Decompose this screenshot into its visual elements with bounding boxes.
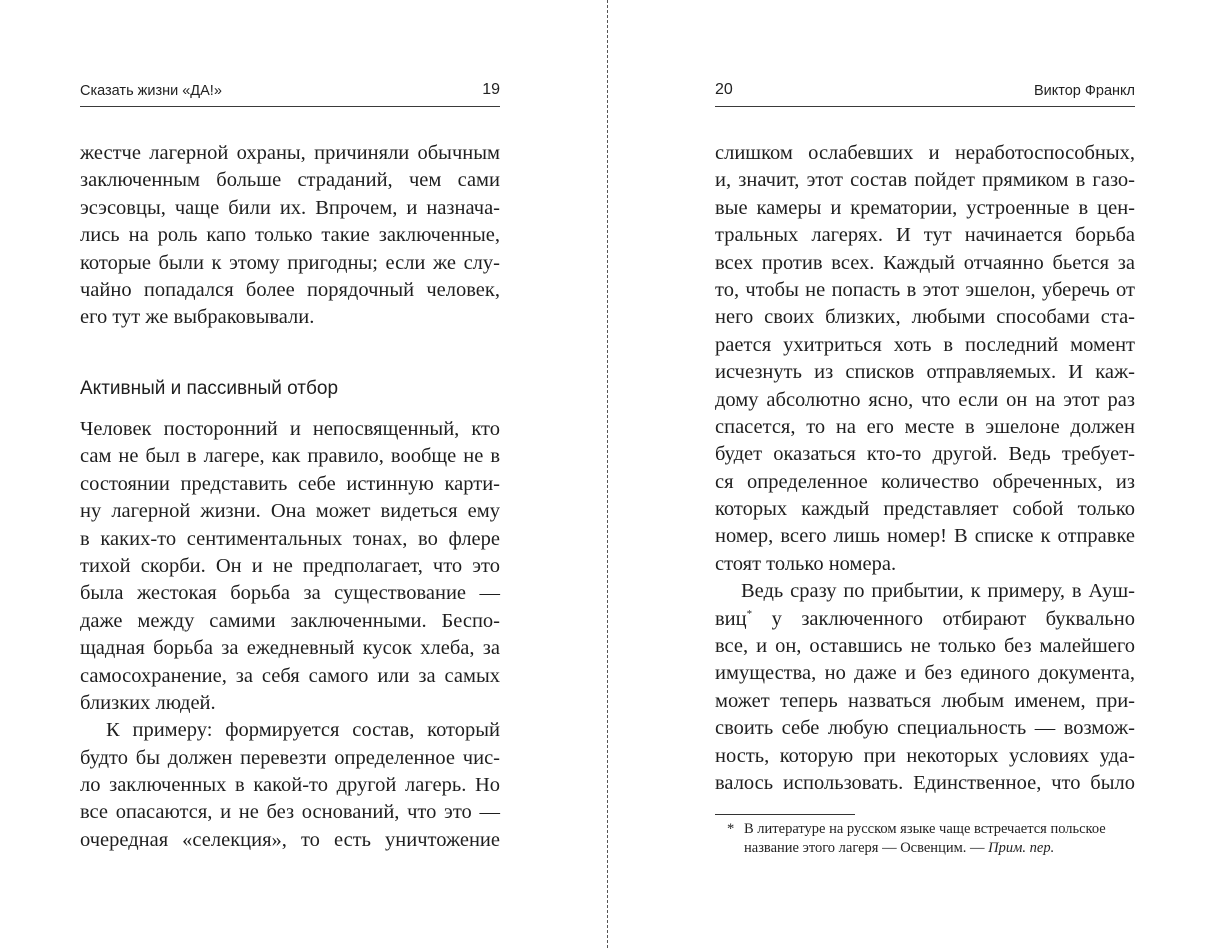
text-line: близких людей. xyxy=(80,691,216,714)
text-line: ну лагерной жизни. Она может видеться ему xyxy=(80,500,500,523)
footnote-reference-mark[interactable]: * xyxy=(746,607,753,620)
text-line: стоят только номера. xyxy=(715,552,897,575)
text-line: тихой скорби. Он и не предполагает, что это xyxy=(80,554,500,577)
footnote-marker: * xyxy=(727,821,735,837)
page-number-right: 20 xyxy=(715,81,733,98)
footnote-line xyxy=(727,820,1135,839)
text-line: тральных лагерях. И тут начинается борьба xyxy=(715,224,1135,247)
text-line: ло заключенных в какой-то другой лагерь. Но xyxy=(80,774,500,797)
left-running-head xyxy=(80,80,500,107)
footnote xyxy=(727,820,1135,857)
text-line: сам не был в лагере, как правило, вообще не в xyxy=(80,445,500,468)
footnote-separator xyxy=(715,814,855,815)
text-line: ся определенное количество обреченных, из xyxy=(715,470,1135,493)
text-line: все, и он, оставшись не только без малейшего xyxy=(715,635,1135,658)
text-line: К примеру: формируется состав, который xyxy=(106,719,500,742)
left-paragraph-1 xyxy=(80,140,500,332)
text-line xyxy=(715,606,1135,633)
footnote-translator-note: Прим. пер. xyxy=(988,839,1055,856)
text-line: будто бы должен перевезти определенное чис- xyxy=(80,746,500,769)
right-paragraph-1 xyxy=(715,140,1135,797)
text-line: которых каждый представляет собой только xyxy=(715,498,1135,521)
footnote-text: В литературе на русском языке чаще встречается польское xyxy=(744,821,1106,837)
text-line: жестче лагерной охраны, причиняли обычным xyxy=(80,142,500,164)
running-head-title: Сказать жизни «ДА!» xyxy=(80,83,222,99)
text-line: слишком ослабевших и неработоспособных, xyxy=(715,142,1135,164)
text-fragment: у заключенного отбирают буквально xyxy=(752,607,1135,630)
text-fragment: Ведь сразу по прибытии, к примеру, в Ауш- xyxy=(741,580,1135,603)
text-line: состоянии представить себе истинную карти- xyxy=(80,472,500,495)
footnote-line xyxy=(727,839,1135,858)
text-line: самосохранение, за себя самого или за самых xyxy=(80,664,500,687)
text-line: будет оказаться кто-то другой. Ведь требует- xyxy=(715,443,1135,466)
text-line: всех против всех. Каждый отчаянно бьется за xyxy=(715,251,1135,274)
text-line: щадная борьба за ежедневный кусок хлеба, за xyxy=(80,637,500,660)
text-line: него своих близких, любыми способами ста- xyxy=(715,306,1135,329)
text-line: вые камеры и крематории, устроенные в цен- xyxy=(715,196,1135,219)
text-line: чайно попадался более порядочный человек, xyxy=(80,278,500,301)
text-line: имущества, но даже и без единого документа, xyxy=(715,662,1135,685)
running-head-author: Виктор Франкл xyxy=(1033,83,1135,99)
text-line: все опасаются, и не без оснований, что это — xyxy=(80,801,500,824)
text-line: номер, всего лишь номер! В списке к отправке xyxy=(715,525,1135,548)
text-line: то, чтобы не попасть в этот эшелон, уберечь от xyxy=(715,278,1135,301)
text-line: в каких-то сентиментальных тонах, во флере xyxy=(80,527,500,550)
text-line: спасется, то на его месте в эшелоне должен xyxy=(715,415,1135,438)
text-line: лись на роль капо только такие заключенные, xyxy=(80,224,500,247)
page-gutter-divider xyxy=(607,0,608,948)
text-line: эсэсовцы, чаще били их. Впрочем, и назнача- xyxy=(80,196,500,219)
text-line: может теперь назваться любым именем, при- xyxy=(715,689,1135,712)
left-paragraph-2 xyxy=(80,416,500,854)
right-running-head xyxy=(715,80,1135,107)
text-line: дому абсолютно ясно, что если он на этот раз xyxy=(715,388,1135,411)
text-line: заключенным больше страданий, чем сами xyxy=(80,169,500,192)
text-line: и, значит, этот состав пойдет прямиком в газо- xyxy=(715,169,1135,192)
text-line: его тут же выбраковывали. xyxy=(80,306,315,329)
text-line: была жестокая борьба за существование — xyxy=(80,582,500,605)
page-number-left: 19 xyxy=(482,81,500,98)
text-line: даже между самими заключенными. Беспо- xyxy=(80,609,500,632)
text-line: очередная «селекция», то есть уничтожение xyxy=(80,828,500,851)
text-line: ность, которую при некоторых условиях уда- xyxy=(715,744,1135,767)
text-line: своить себе любую специальность — возмож- xyxy=(715,717,1135,740)
section-heading: Активный и пассивный отбор xyxy=(80,378,339,399)
text-line: валось использовать. Единственное, что было xyxy=(715,771,1135,794)
text-line: которые были к этому пригодны; если же слу- xyxy=(80,251,500,274)
text-line: рается ухитриться хоть в последний момент xyxy=(715,333,1135,356)
left-page xyxy=(80,0,500,948)
text-fragment: виц xyxy=(715,607,747,630)
text-line: Человек посторонний и непосвященный, кто xyxy=(80,418,500,440)
right-page xyxy=(715,0,1135,948)
text-line: исчезнуть из списков отправляемых. И каж- xyxy=(715,361,1135,384)
text-line xyxy=(715,578,1135,605)
footnote-text: название этого лагеря — Освенцим. — xyxy=(744,839,989,856)
